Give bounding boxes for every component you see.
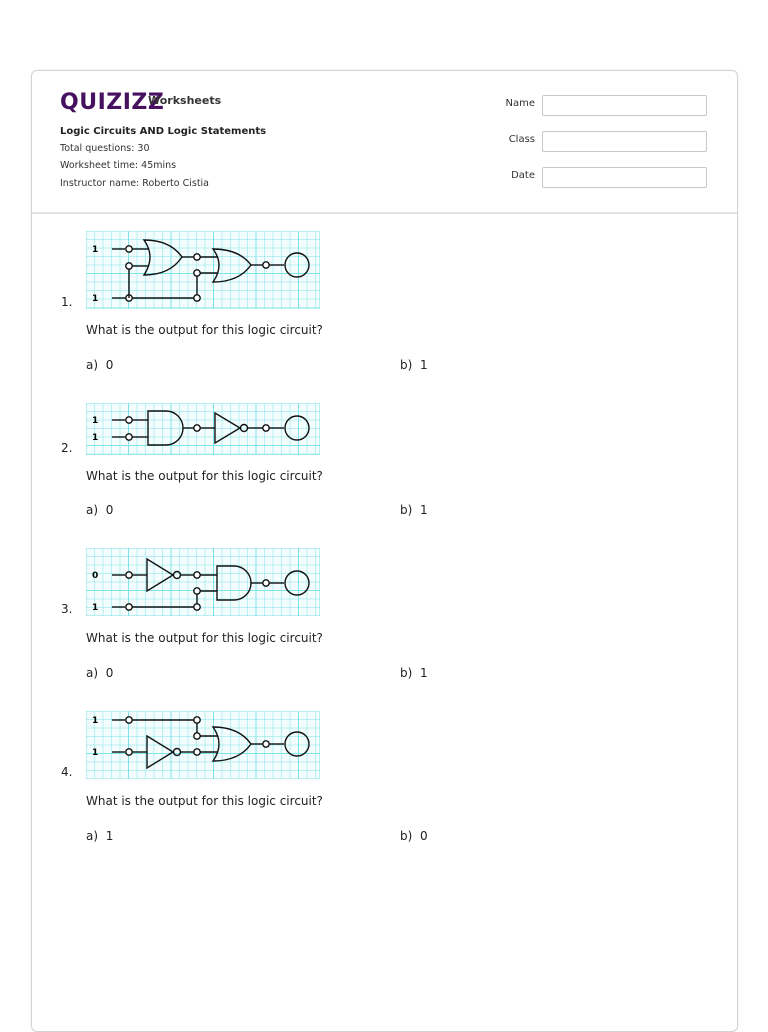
option-a[interactable]: a) 0 xyxy=(86,358,114,372)
circuit-diagram-4 xyxy=(86,711,320,779)
question-text: What is the output for this logic circuit? xyxy=(86,794,323,808)
question-text: What is the output for this logic circuit? xyxy=(86,469,323,483)
input-label-4a: 1 xyxy=(92,716,99,726)
option-a[interactable]: a) 1 xyxy=(86,829,114,843)
name-label: Name xyxy=(505,98,535,109)
option-a[interactable]: a) 0 xyxy=(86,666,114,680)
worksheet-time: Worksheet time: 45mins xyxy=(60,160,177,171)
quizizz-logo: QUIZIZZ xyxy=(60,90,165,115)
option-b[interactable]: b) 1 xyxy=(400,503,428,517)
circuit-diagram-3 xyxy=(86,548,320,616)
instructor-name: Instructor name: Roberto Cistia xyxy=(60,178,210,189)
total-questions: Total questions: 30 xyxy=(60,143,150,154)
worksheet-title: Logic Circuits AND Logic Statements xyxy=(60,126,267,137)
option-a[interactable]: a) 0 xyxy=(86,503,114,517)
worksheet-page xyxy=(31,70,738,1032)
worksheet-header xyxy=(32,71,737,214)
circuit-diagram-2 xyxy=(86,403,320,455)
question-number: 3. xyxy=(61,602,73,616)
option-b[interactable]: b) 1 xyxy=(400,666,428,680)
class-label: Class xyxy=(508,134,535,145)
grid-1 xyxy=(86,231,320,309)
option-b[interactable]: b) 1 xyxy=(400,358,428,372)
worksheets-label: Worksheets xyxy=(148,94,222,107)
name-field[interactable] xyxy=(542,95,707,116)
input-label-1b: 1 xyxy=(92,294,99,304)
input-label-2b: 1 xyxy=(92,433,99,443)
question-number: 4. xyxy=(61,765,73,779)
circuit-diagram-1 xyxy=(86,231,320,309)
question-text: What is the output for this logic circuit? xyxy=(86,323,323,337)
input-label-4b: 1 xyxy=(92,748,99,758)
question-number: 1. xyxy=(61,295,73,309)
question-number: 2. xyxy=(61,441,73,455)
input-label-3b: 1 xyxy=(92,603,99,613)
date-field[interactable] xyxy=(542,167,707,188)
question-text: What is the output for this logic circuit? xyxy=(86,631,323,645)
input-label-2a: 1 xyxy=(92,416,99,426)
date-label: Date xyxy=(511,170,535,181)
input-label-1a: 1 xyxy=(92,245,99,255)
input-label-3a: 0 xyxy=(92,571,99,581)
class-field[interactable] xyxy=(542,131,707,152)
option-b[interactable]: b) 0 xyxy=(400,829,428,843)
